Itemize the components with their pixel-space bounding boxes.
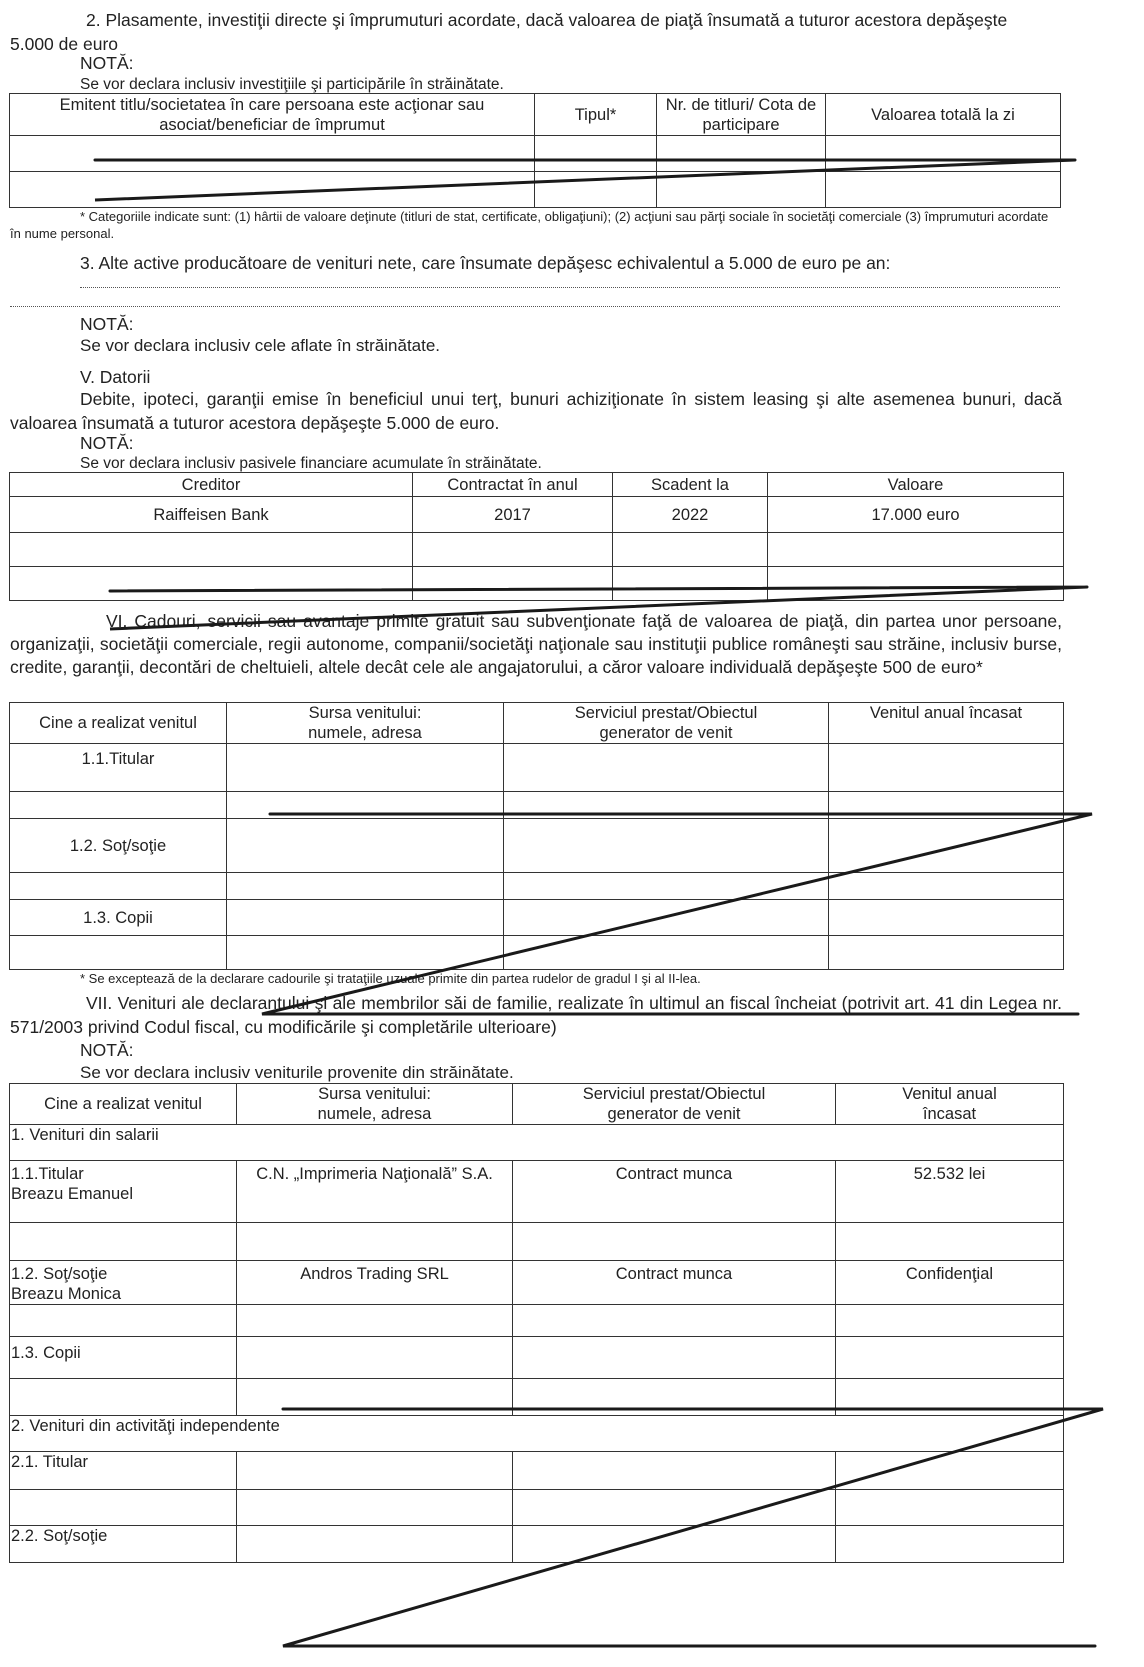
- col-header-serviciul: Serviciul prestat/Obiectul generator de venit: [513, 1084, 836, 1125]
- row-label-titular: 1.1.Titular: [10, 744, 227, 792]
- row-label-copii: 1.3. Copii: [10, 900, 227, 936]
- table-row: [10, 1261, 1064, 1305]
- source-cell: Andros Trading SRL: [237, 1261, 513, 1305]
- section3-note-label: NOTĂ:: [80, 314, 134, 334]
- col-header-contractat: Contractat în anul: [413, 473, 613, 497]
- year-cell: 2017: [413, 497, 613, 533]
- due-cell: 2022: [613, 497, 768, 533]
- section6-footnote: * Se exceptează de la declarare cadourile şi trataţiile uzuale primite din partea rudelor de gradul I şi al II-lea.: [80, 971, 701, 986]
- income-cell: Confidenţial: [836, 1261, 1064, 1305]
- row-label-sot: 1.2. Soţ/soţie Breazu Monica: [10, 1261, 237, 1305]
- income-table: [9, 1083, 1064, 1563]
- gifts-table: [9, 702, 1064, 970]
- section5-note-label: NOTĂ:: [80, 433, 134, 453]
- col-header-cine: Cine a realizat venitul: [10, 1084, 237, 1125]
- table-row: [10, 1161, 1064, 1223]
- section5-note-text: Se vor declara inclusiv pasivele financiare acumulate în străinătate.: [80, 455, 542, 472]
- section5-text: Debite, ipoteci, garanţii emise în beneficiul unui terţ, bunuri achiziţionate în sistem leasing şi alte asemenea bunuri, dacă valoarea însumată a tuturor acestora depăşeşte 5.000 de euro.: [10, 389, 1062, 433]
- section2-note-label: NOTĂ:: [80, 53, 134, 73]
- service-cell: Contract munca: [513, 1161, 836, 1223]
- section7-text: VII. Venituri ale declarantului şi ale membrilor săi de familie, realizate în ultimul an fiscal încheiat (potrivit art. 41 din Legea nr. 571/2003 privind Codul fiscal, cu modificările şi completările ulterioare): [10, 993, 1062, 1037]
- section2-heading: 2. Plasamente, investiţii directe şi împrumuturi acordate, dacă valoarea de piaţă însumată a tuturor acestora depăşeşte 5.000 de euro: [10, 10, 1008, 54]
- col-header-emitent: Emitent titlu/societatea în care persoana este acţionar sau asociat/beneficiar de împrumut: [10, 94, 535, 136]
- row-label-sot: 2.2. Soţ/soţie: [10, 1526, 237, 1563]
- group-heading-independente: 2. Venituri din activităţi independente: [10, 1416, 1064, 1452]
- creditor-cell: Raiffeisen Bank: [10, 497, 413, 533]
- investments-table: [9, 93, 1061, 208]
- service-cell: Contract munca: [513, 1261, 836, 1305]
- value-cell: 17.000 euro: [768, 497, 1064, 533]
- blank-line: [80, 287, 1060, 288]
- row-label-sot: 1.2. Soţ/soţie: [10, 819, 227, 873]
- section3-note-text: Se vor declara inclusiv cele aflate în străinătate.: [80, 336, 441, 355]
- section2-footnote: * Categoriile indicate sunt: (1) hârtii de valoare deţinute (titluri de stat, certificate, obligaţiuni); (2) acţiuni sau părţi sociale în societăţi comerciale (3) împrumuturi acordate în nume personal.: [10, 209, 1049, 241]
- section7-note-label: NOTĂ:: [80, 1040, 134, 1060]
- table-row: [10, 497, 1064, 533]
- col-header-creditor: Creditor: [10, 473, 413, 497]
- col-header-serviciul: Serviciul prestat/Obiectul generator de venit: [504, 703, 829, 744]
- col-header-tipul: Tipul*: [535, 94, 657, 136]
- empty-cell: [10, 172, 535, 208]
- col-header-scadent: Scadent la: [613, 473, 768, 497]
- row-label-titular: 2.1. Titular: [10, 1452, 237, 1490]
- col-header-sursa: Sursa venitului: numele, adresa: [237, 1084, 513, 1125]
- blank-line: [10, 306, 1060, 307]
- section2-note-text: Se vor declara inclusiv investiţiile şi participările în străinătate.: [80, 76, 504, 93]
- section5-title: V. Datorii: [80, 367, 151, 387]
- col-header-sursa: Sursa venitului: numele, adresa: [227, 703, 504, 744]
- section6-text: VI. Cadouri, servicii sau avantaje primite gratuit sau subvenţionate faţă de valoarea de piaţă, din partea unor persoane, organizaţii, societăţii comerciale, regii autonome, companii/societăţi naţionale sau instituţii publice româneşti sau străine, inclusiv burse, credite, garanţii, decontări de cheltuieli, altele decât cele ale angajatorului, a căror valoare individuală depăşeşte 500 de euro*: [10, 611, 1062, 677]
- source-cell: C.N. „Imprimeria Naţională” S.A.: [237, 1161, 513, 1223]
- col-header-valoare: Valoare: [768, 473, 1064, 497]
- col-header-cine: Cine a realizat venitul: [10, 703, 227, 744]
- col-header-nr-titluri: Nr. de titluri/ Cota de participare: [657, 94, 826, 136]
- section3-heading: 3. Alte active producătoare de venituri nete, care însumate depăşesc echivalentul a 5.000 de euro pe an:: [80, 253, 891, 273]
- income-cell: 52.532 lei: [836, 1161, 1064, 1223]
- empty-cell: [10, 136, 535, 172]
- col-header-venitul: Venitul anual încasat: [829, 703, 1064, 744]
- col-header-venitul: Venitul anual încasat: [836, 1084, 1064, 1125]
- row-label-copii: 1.3. Copii: [10, 1337, 237, 1379]
- section7-note-text: Se vor declara inclusiv veniturile provenite din străinătate.: [80, 1063, 514, 1082]
- row-label-titular: 1.1.Titular Breazu Emanuel: [10, 1161, 237, 1223]
- debts-table: [9, 472, 1064, 601]
- group-heading-salarii: 1. Venituri din salarii: [10, 1125, 1064, 1161]
- col-header-valoarea: Valoarea totală la zi: [826, 94, 1061, 136]
